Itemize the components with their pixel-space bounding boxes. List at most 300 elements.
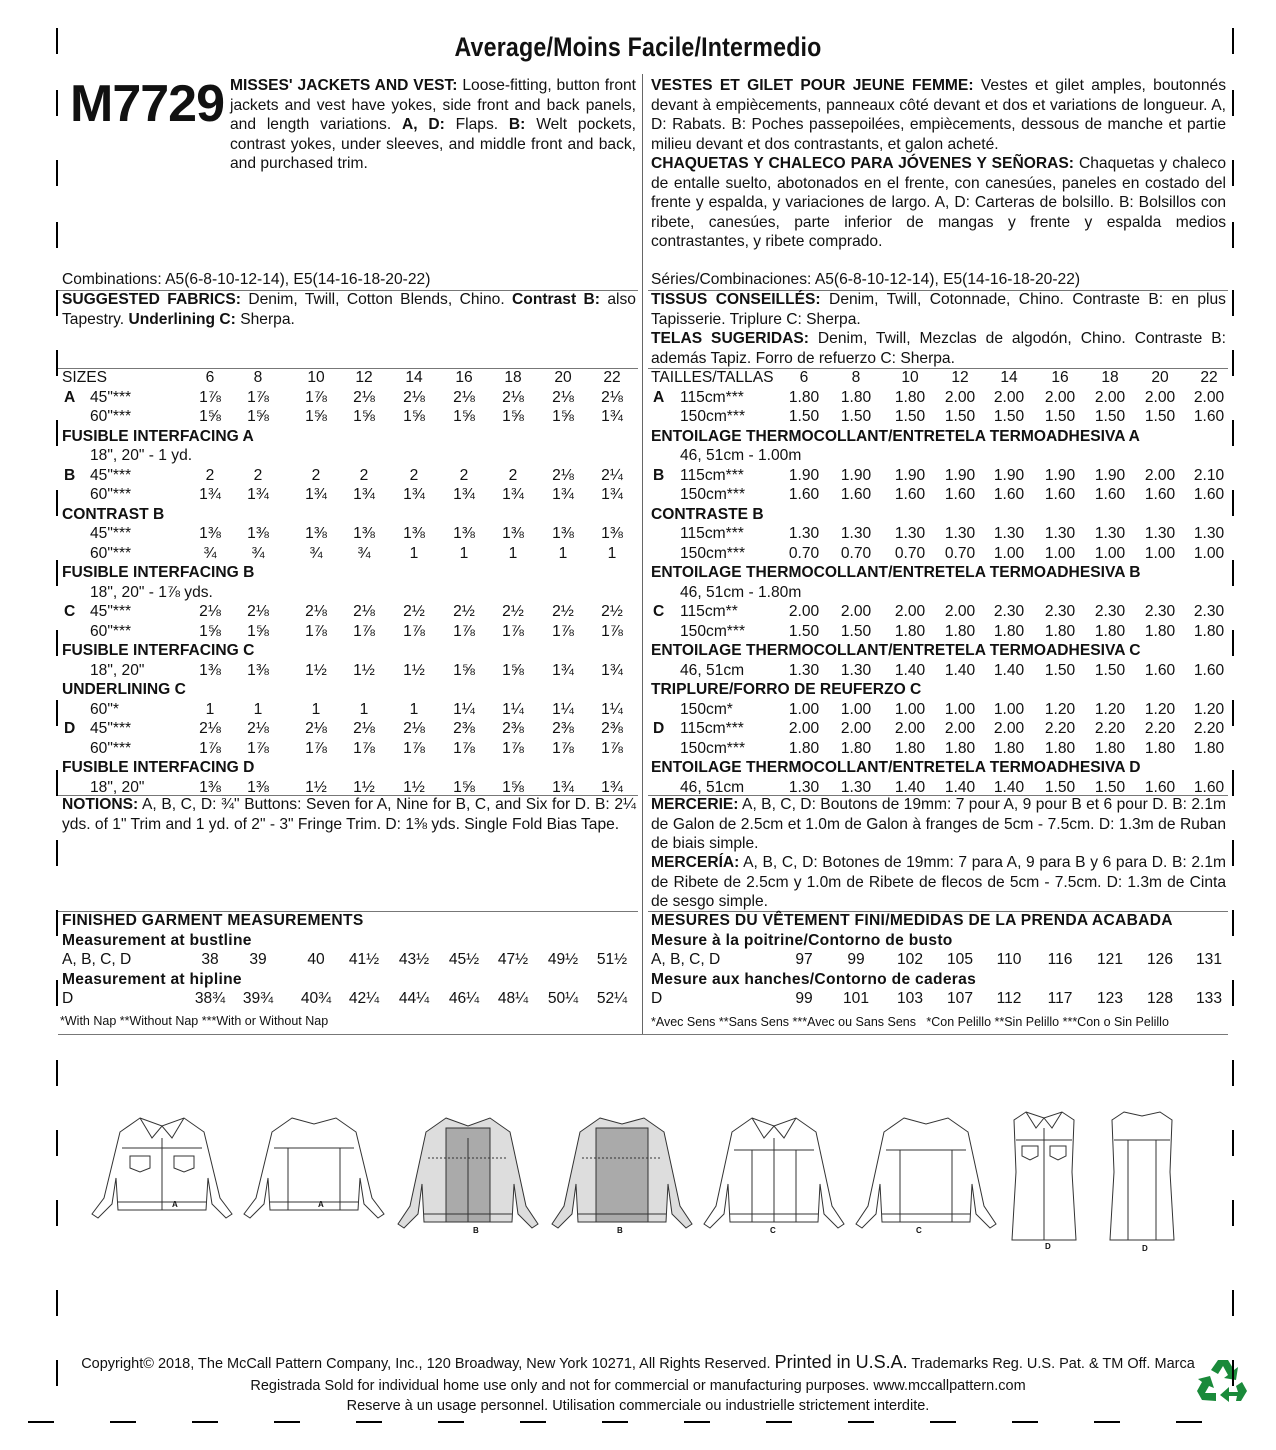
yardage-value: 2⅛ bbox=[247, 720, 269, 737]
yardage-value: 1⅜ bbox=[601, 525, 623, 542]
sketch-label: A bbox=[172, 1200, 178, 1209]
yardage-value: 1.90 bbox=[1094, 466, 1126, 484]
fabric-width: 60"*** bbox=[90, 408, 132, 425]
yardage-value: 1¼ bbox=[453, 700, 475, 718]
finished-title-text: FINISHED GARMENT MEASUREMENTS bbox=[62, 912, 364, 929]
cut-mark bbox=[1232, 1360, 1234, 1386]
yardage-value: 2 bbox=[409, 466, 419, 484]
yardage-value: 2 bbox=[253, 466, 263, 484]
fr-size-14: 14 bbox=[1000, 369, 1018, 386]
sketch-vest-d-front bbox=[1012, 1112, 1076, 1240]
yardage-value: 2.30 bbox=[1094, 603, 1126, 620]
yardage-value: 2 bbox=[508, 466, 518, 484]
measurement-value: 102 bbox=[896, 951, 924, 968]
cut-mark bbox=[1232, 910, 1234, 936]
measurement-value: 46¼ bbox=[448, 990, 480, 1007]
cut-mark bbox=[1232, 1130, 1234, 1156]
fabric-width: 150cm*** bbox=[680, 622, 746, 640]
measurement-value: 133 bbox=[1195, 990, 1223, 1007]
yardage-value: 1.90 bbox=[944, 466, 976, 484]
yardage-value: ¾ bbox=[251, 544, 265, 562]
fabric-width: 150cm* bbox=[680, 700, 733, 718]
yardage-value: 1.80 bbox=[1144, 739, 1176, 757]
measurement-value: 112 bbox=[996, 990, 1022, 1007]
cut-mark bbox=[56, 770, 58, 796]
fabric-width: 150cm*** bbox=[680, 544, 746, 562]
yardage-value: 2 bbox=[205, 466, 215, 484]
yardage-value: 1.90 bbox=[840, 466, 872, 484]
section-title: FUSIBLE INTERFACING A bbox=[62, 427, 254, 445]
cut-mark bbox=[192, 1421, 218, 1423]
yardage-value: 0.70 bbox=[788, 544, 820, 562]
measurement-value: 128 bbox=[1146, 990, 1174, 1007]
fabric-width: 46, 51cm bbox=[680, 778, 745, 796]
cut-mark bbox=[438, 1421, 464, 1423]
fabric-width: 18", 20" bbox=[90, 661, 145, 679]
fabric-width: 45"*** bbox=[90, 388, 132, 406]
yardage-value: 1⅜ bbox=[247, 661, 269, 679]
measurement-value: 51½ bbox=[596, 951, 628, 968]
yardage-value: 1⅞ bbox=[247, 388, 269, 406]
yardage-value: 1¾ bbox=[601, 778, 623, 796]
yardage-value: 1⅝ bbox=[403, 408, 425, 425]
yardage-value: 1.60 bbox=[1193, 486, 1225, 503]
yardage-value: 1.50 bbox=[993, 408, 1025, 425]
yardage-value: 1.80 bbox=[788, 739, 820, 757]
yardage-value: 1.80 bbox=[1044, 739, 1076, 757]
measurement-value: 97 bbox=[795, 951, 813, 968]
sketch-jacket-a-front bbox=[92, 1118, 232, 1218]
yardage-value: 1 bbox=[253, 700, 263, 718]
yardage-value: 1¾ bbox=[601, 661, 623, 679]
yardage-value: 1⅜ bbox=[453, 525, 475, 542]
section-title: FUSIBLE INTERFACING C bbox=[62, 642, 255, 659]
fabric-width: 115cm*** bbox=[680, 525, 744, 542]
measurement-value: 121 bbox=[1096, 951, 1124, 968]
yardage-value: 1.80 bbox=[894, 622, 926, 640]
yardage-value: 1¼ bbox=[601, 700, 623, 718]
cut-mark bbox=[1232, 770, 1234, 796]
cut-mark bbox=[56, 490, 58, 516]
yardage-value: 2⅛ bbox=[247, 603, 269, 620]
yardage-value: 1.30 bbox=[788, 661, 820, 679]
cut-mark bbox=[56, 700, 58, 726]
yardage-value: 2 bbox=[359, 466, 369, 484]
yardage-value: 2.00 bbox=[1144, 466, 1176, 484]
yardage-value: 1.60 bbox=[1044, 486, 1076, 503]
yardage-value: 1.50 bbox=[1094, 661, 1126, 679]
yardage-value: 1⅞ bbox=[601, 739, 623, 757]
yardage-value: 1.50 bbox=[1044, 408, 1076, 425]
yardage-value: 1⅜ bbox=[247, 525, 269, 542]
cut-mark bbox=[1232, 630, 1234, 656]
en-size-6: 6 bbox=[205, 369, 215, 386]
fr-size-6: 6 bbox=[799, 369, 809, 386]
yardage-value: 1.20 bbox=[1094, 700, 1126, 718]
yardage-value: 2⅛ bbox=[601, 388, 623, 406]
en-size-16: 16 bbox=[455, 369, 473, 386]
fabric-width: 60"* bbox=[90, 700, 119, 718]
yardage-value: 1.90 bbox=[894, 466, 926, 484]
cut-mark bbox=[56, 1130, 58, 1156]
yardage-value: 1.40 bbox=[993, 778, 1025, 796]
yardage-value: 1⅝ bbox=[199, 622, 221, 640]
yardage-value: 1.30 bbox=[788, 525, 820, 542]
yardage-value: 1 bbox=[607, 544, 617, 562]
yardage-value: 0.70 bbox=[894, 544, 926, 562]
cut-mark bbox=[1012, 1421, 1038, 1423]
yardage-value: 1.40 bbox=[894, 661, 926, 679]
yardage-value: 2.00 bbox=[788, 720, 820, 737]
sketch-vest-d-back bbox=[1110, 1112, 1174, 1240]
yardage-value: 1.50 bbox=[840, 408, 872, 425]
yardage-value: 1.30 bbox=[840, 661, 872, 679]
es-fabrics: TELAS SUGERIDAS: Denim, Twill, Mezclas de algodón, Chino. Contraste B: además Tapiz. Forro de refuerzo C: Sherpa. bbox=[651, 330, 1226, 367]
yardage-value: 1⅞ bbox=[552, 622, 574, 640]
yardage-value: 1.30 bbox=[1044, 525, 1076, 542]
cut-mark bbox=[110, 1421, 136, 1423]
fabric-width: 115cm** bbox=[680, 603, 738, 620]
view-letter: D bbox=[653, 720, 665, 737]
fabric-width: 18", 20" - 1 yd. bbox=[90, 447, 193, 464]
fr-size-18: 18 bbox=[1101, 369, 1119, 386]
cut-mark bbox=[56, 560, 58, 586]
yardage-value: 2.00 bbox=[944, 603, 976, 620]
yardage-value: 1.90 bbox=[993, 466, 1025, 484]
fabric-width: 150cm*** bbox=[680, 408, 746, 425]
yardage-value: 1.30 bbox=[1144, 525, 1176, 542]
yardage-value: 2.30 bbox=[1044, 603, 1076, 620]
yardage-value: 1¼ bbox=[552, 700, 574, 718]
yardage-value: 1⅞ bbox=[502, 622, 524, 640]
yardage-value: 2.00 bbox=[1144, 388, 1176, 406]
cut-mark bbox=[356, 1421, 382, 1423]
yardage-value: 1⅞ bbox=[199, 388, 221, 406]
en-size-18: 18 bbox=[504, 369, 522, 386]
yardage-value: 1.60 bbox=[840, 486, 872, 503]
yardage-value: 2½ bbox=[552, 603, 574, 620]
page-title: Average/Moins Facile/Intermedio bbox=[454, 32, 822, 62]
yardage-value: 1¾ bbox=[552, 778, 574, 796]
yardage-value: 1.50 bbox=[1044, 661, 1076, 679]
yardage-value: 1⅜ bbox=[502, 525, 524, 542]
view-letter: C bbox=[653, 603, 665, 620]
fabric-width: 46, 51cm - 1.00m bbox=[680, 447, 802, 464]
yardage-value: 1.20 bbox=[1044, 700, 1076, 718]
fr-size-20: 20 bbox=[1151, 369, 1169, 386]
yardage-value: 1⅜ bbox=[403, 525, 425, 542]
section-title: FUSIBLE INTERFACING B bbox=[62, 564, 255, 581]
yardage-value: 2 bbox=[311, 466, 321, 484]
yardage-value: 1⅜ bbox=[305, 525, 327, 542]
cut-mark bbox=[1232, 350, 1234, 376]
cut-mark bbox=[1094, 1421, 1120, 1423]
yardage-value: 1¾ bbox=[552, 661, 574, 679]
yardage-value: 1.40 bbox=[944, 778, 976, 796]
yardage-value: 1.80 bbox=[1193, 739, 1225, 757]
yardage-value: 1.90 bbox=[788, 466, 820, 484]
yardage-value: 2.30 bbox=[1144, 603, 1176, 620]
yardage-value: 1½ bbox=[403, 661, 425, 679]
yardage-value: 1⅞ bbox=[353, 622, 375, 640]
fr-fabrics: TISSUS CONSEILLÉS: Denim, Twill, Cotonnade, Chino. Contraste B: en plus Tapisserie. Triplure C: Sherpa. bbox=[651, 291, 1226, 328]
yardage-value: 1⅞ bbox=[353, 739, 375, 757]
cut-mark bbox=[274, 1421, 300, 1423]
yardage-value: 2½ bbox=[453, 603, 475, 620]
view-letter: D bbox=[64, 720, 76, 737]
yardage-value: 2⅜ bbox=[502, 720, 524, 737]
yardage-value: 1⅜ bbox=[199, 778, 221, 796]
yardage-value: 2½ bbox=[403, 603, 425, 620]
measurement-value: 42¼ bbox=[348, 990, 380, 1007]
hip-label-text: Measurement at hipline bbox=[62, 970, 242, 988]
yardage-value: 1.30 bbox=[993, 525, 1025, 542]
yardage-value: 1.30 bbox=[840, 525, 872, 542]
yardage-value: 2.00 bbox=[1193, 388, 1225, 406]
measurement-value: 40 bbox=[307, 951, 325, 968]
yardage-value: 2.20 bbox=[1044, 720, 1076, 737]
section-title: ENTOILAGE THERMOCOLLANT/ENTRETELA TERMOADHESIVA B bbox=[651, 564, 1141, 581]
yardage-value: 1.30 bbox=[788, 778, 820, 796]
en-nap-note: *With Nap **Without Nap ***With or Without Nap bbox=[60, 1014, 329, 1028]
yardage-value: 2.00 bbox=[788, 603, 820, 620]
yardage-value: 2⅛ bbox=[453, 388, 475, 406]
yardage-value: 1.00 bbox=[993, 544, 1025, 562]
yardage-value: 2.30 bbox=[1193, 603, 1225, 620]
yardage-value: 1.60 bbox=[1193, 778, 1225, 796]
cut-mark bbox=[1232, 840, 1234, 866]
yardage-value: 2½ bbox=[502, 603, 524, 620]
sketch-label: B bbox=[473, 1226, 479, 1235]
en-description: MISSES' JACKETS AND VEST: Loose-fitting, button front jackets and vest have yokes, side front and back panels, and length variations. A, D: Flaps. B: Welt pockets, contrast yokes, under sleeves, and middle front and back, and purchased trim. bbox=[230, 77, 636, 172]
yardage-value: 1.60 bbox=[1193, 661, 1225, 679]
sketch-label: C bbox=[916, 1226, 922, 1235]
yardage-value: 1½ bbox=[305, 778, 327, 796]
yardage-value: 2⅜ bbox=[552, 720, 574, 737]
yardage-value: 2.00 bbox=[1094, 388, 1126, 406]
sketch-label: A bbox=[318, 1200, 324, 1209]
yardage-value: 1.00 bbox=[894, 700, 926, 718]
fabric-width: 60"*** bbox=[90, 622, 132, 640]
yardage-value: 2.20 bbox=[1193, 720, 1225, 737]
fabric-width: 60"*** bbox=[90, 544, 132, 562]
sketch-jacket-a-back bbox=[244, 1118, 384, 1218]
yardage-value: 1.20 bbox=[1193, 700, 1225, 718]
fabric-width: 60"*** bbox=[90, 486, 132, 503]
yardage-value: 2.00 bbox=[944, 388, 976, 406]
cut-mark bbox=[56, 1060, 58, 1086]
yardage-value: 1⅝ bbox=[502, 661, 524, 679]
yardage-value: 1.50 bbox=[840, 622, 872, 640]
yardage-value: 2.00 bbox=[993, 720, 1025, 737]
yardage-value: 1.60 bbox=[1144, 661, 1176, 679]
measurement-value: 41½ bbox=[348, 951, 380, 968]
yardage-value: 1.50 bbox=[1144, 408, 1176, 425]
view-letter: A bbox=[653, 388, 665, 406]
section-title: ENTOILAGE THERMOCOLLANT/ENTRETELA TERMOADHESIVA A bbox=[651, 427, 1140, 445]
cut-mark bbox=[1232, 28, 1234, 54]
section-title: ENTOILAGE THERMOCOLLANT/ENTRETELA TERMOADHESIVA C bbox=[651, 642, 1141, 659]
measurement-value: 39 bbox=[249, 951, 267, 968]
yardage-value: 1.00 bbox=[840, 700, 872, 718]
yardage-value: 1⅝ bbox=[247, 408, 269, 425]
cut-mark bbox=[1232, 700, 1234, 726]
measurement-value: 43½ bbox=[398, 951, 430, 968]
yardage-value: 1 bbox=[409, 544, 419, 562]
yardage-value: 2 bbox=[459, 466, 469, 484]
section-title: ENTOILAGE THERMOCOLLANT/ENTRETELA TERMOADHESIVA D bbox=[651, 759, 1141, 776]
cut-mark bbox=[930, 1421, 956, 1423]
yardage-value: 1½ bbox=[403, 778, 425, 796]
column-divider bbox=[642, 74, 643, 1034]
views: D bbox=[62, 990, 74, 1007]
measurement-value: 99 bbox=[795, 990, 813, 1007]
measurement-value: 123 bbox=[1096, 990, 1124, 1007]
yardage-value: 1.80 bbox=[894, 739, 926, 757]
yardage-value: 1.80 bbox=[894, 388, 926, 406]
yardage-value: 1⅝ bbox=[453, 778, 475, 796]
yardage-value: 1.60 bbox=[993, 486, 1025, 503]
cut-mark bbox=[56, 222, 58, 248]
yardage-value: 1.60 bbox=[1144, 486, 1176, 503]
yardage-value: 1.20 bbox=[1144, 700, 1176, 718]
cut-mark bbox=[1232, 1290, 1234, 1316]
measurement-value: 117 bbox=[1047, 990, 1073, 1007]
yardage-value: 1⅞ bbox=[305, 739, 327, 757]
yardage-value: 1.60 bbox=[1144, 778, 1176, 796]
yardage-value: 1 bbox=[459, 544, 469, 562]
fabric-width: 150cm*** bbox=[680, 486, 746, 503]
bust-label-text: Mesure à la poitrine/Contorno de busto bbox=[651, 931, 953, 949]
yardage-value: 2⅛ bbox=[199, 603, 221, 620]
cut-mark bbox=[56, 290, 58, 316]
yardage-value: 1⅜ bbox=[247, 778, 269, 796]
section-title: UNDERLINING C bbox=[62, 681, 186, 698]
yardage-value: 1⅝ bbox=[199, 408, 221, 425]
yardage-value: 1⅞ bbox=[199, 739, 221, 757]
yardage-value: 1.80 bbox=[993, 739, 1025, 757]
measurement-value: 99 bbox=[847, 951, 865, 968]
views: D bbox=[651, 990, 663, 1007]
rule bbox=[58, 1034, 1228, 1035]
en-size-22: 22 bbox=[603, 369, 621, 386]
measurement-value: 126 bbox=[1146, 951, 1174, 968]
yardage-value: 1¾ bbox=[453, 486, 475, 503]
yardage-value: 1.00 bbox=[944, 700, 976, 718]
yardage-value: 1.30 bbox=[1193, 525, 1225, 542]
en-size-10: 10 bbox=[307, 369, 325, 386]
yardage-value: 2.00 bbox=[840, 603, 872, 620]
section-title: CONTRAST B bbox=[62, 505, 165, 523]
measurement-value: 39¾ bbox=[242, 990, 274, 1007]
yardage-value: 1.60 bbox=[1193, 408, 1225, 425]
fr-size-10: 10 bbox=[901, 369, 919, 386]
yardage-value: 1.30 bbox=[1094, 525, 1126, 542]
yardage-value: 1⅞ bbox=[247, 739, 269, 757]
sketch-jacket-b-front bbox=[398, 1118, 538, 1228]
cut-mark bbox=[684, 1421, 710, 1423]
yardage-value: 1⅜ bbox=[552, 525, 574, 542]
yardage-value: 1.00 bbox=[788, 700, 820, 718]
yardage-value: 1.40 bbox=[944, 661, 976, 679]
yardage-value: 1.80 bbox=[1044, 622, 1076, 640]
yardage-value: 1 bbox=[205, 700, 215, 718]
yardage-value: 1.60 bbox=[1094, 486, 1126, 503]
garment-sketches bbox=[0, 1100, 1276, 1260]
measurement-value: 110 bbox=[996, 951, 1022, 968]
measurement-value: 47½ bbox=[497, 951, 529, 968]
fabric-width: 115cm*** bbox=[680, 720, 744, 737]
cut-mark bbox=[1232, 980, 1234, 1006]
yardage-value: 1⅝ bbox=[453, 408, 475, 425]
yardage-value: 1.50 bbox=[788, 408, 820, 425]
yardage-value: 2⅜ bbox=[453, 720, 475, 737]
cut-mark bbox=[848, 1421, 874, 1423]
cut-mark bbox=[56, 630, 58, 656]
printed-in-usa: Printed in U.S.A. bbox=[774, 1352, 908, 1372]
yardage-value: 2⅛ bbox=[552, 388, 574, 406]
en-combinations: Combinations: A5(6-8-10-12-14), E5(14-16-18-20-22) bbox=[62, 271, 431, 288]
fabric-width: 45"*** bbox=[90, 466, 132, 484]
yardage-value: 1¾ bbox=[552, 486, 574, 503]
sketch-label: C bbox=[770, 1226, 776, 1235]
yardage-value: 1¾ bbox=[403, 486, 425, 503]
yardage-value: 2.20 bbox=[1144, 720, 1176, 737]
fabric-width: 46, 51cm - 1.80m bbox=[680, 583, 802, 601]
fr-nap-note: *Avec Sens **Sans Sens ***Avec ou Sans Sens *Con Pelillo **Sin Pelillo ***Con o Sin Pelillo bbox=[651, 1015, 1169, 1029]
yardage-value: 1½ bbox=[353, 661, 375, 679]
measurement-value: 107 bbox=[946, 990, 974, 1007]
yardage-value: 2.00 bbox=[894, 720, 926, 737]
yardage-value: 2⅛ bbox=[502, 388, 524, 406]
yardage-value: 1¾ bbox=[502, 486, 524, 503]
yardage-value: 1.60 bbox=[788, 486, 820, 503]
yardage-value: 1.50 bbox=[944, 408, 976, 425]
cut-mark bbox=[56, 420, 58, 446]
yardage-value: 2.00 bbox=[944, 720, 976, 737]
cut-mark bbox=[28, 1421, 54, 1423]
fabric-width: 18", 20" - 1⅞ yds. bbox=[90, 583, 213, 601]
yardage-value: 1 bbox=[359, 700, 369, 718]
yardage-value: 0.70 bbox=[840, 544, 872, 562]
yardage-value: 1.30 bbox=[840, 778, 872, 796]
yardage-value: 1.50 bbox=[1094, 778, 1126, 796]
yardage-value: 1⅜ bbox=[353, 525, 375, 542]
yardage-value: 1.50 bbox=[788, 622, 820, 640]
yardage-value: 1.80 bbox=[1193, 622, 1225, 640]
yardage-value: 1⅞ bbox=[305, 388, 327, 406]
measurement-value: 44¼ bbox=[398, 990, 430, 1007]
yardage-value: 2⅛ bbox=[403, 388, 425, 406]
yardage-value: 1 bbox=[558, 544, 568, 562]
sketch-label: D bbox=[1142, 1244, 1148, 1253]
yardage-value: 1.80 bbox=[944, 739, 976, 757]
view-letter: B bbox=[653, 466, 665, 484]
view-letter: B bbox=[64, 466, 76, 484]
cut-mark bbox=[56, 980, 58, 1006]
fabric-width: 45"*** bbox=[90, 603, 132, 620]
cut-mark bbox=[56, 160, 58, 186]
yardage-value: 1⅞ bbox=[502, 739, 524, 757]
yardage-value: 1⅞ bbox=[453, 622, 475, 640]
recycle-icon bbox=[1196, 1356, 1250, 1406]
measurement-value: 40¾ bbox=[300, 990, 332, 1007]
yardage-value: 1⅜ bbox=[199, 525, 221, 542]
sketch-label: B bbox=[617, 1226, 623, 1235]
yardage-value: 2⅛ bbox=[403, 720, 425, 737]
measurement-value: 116 bbox=[1047, 951, 1073, 968]
fabric-width: 45"*** bbox=[90, 525, 132, 542]
